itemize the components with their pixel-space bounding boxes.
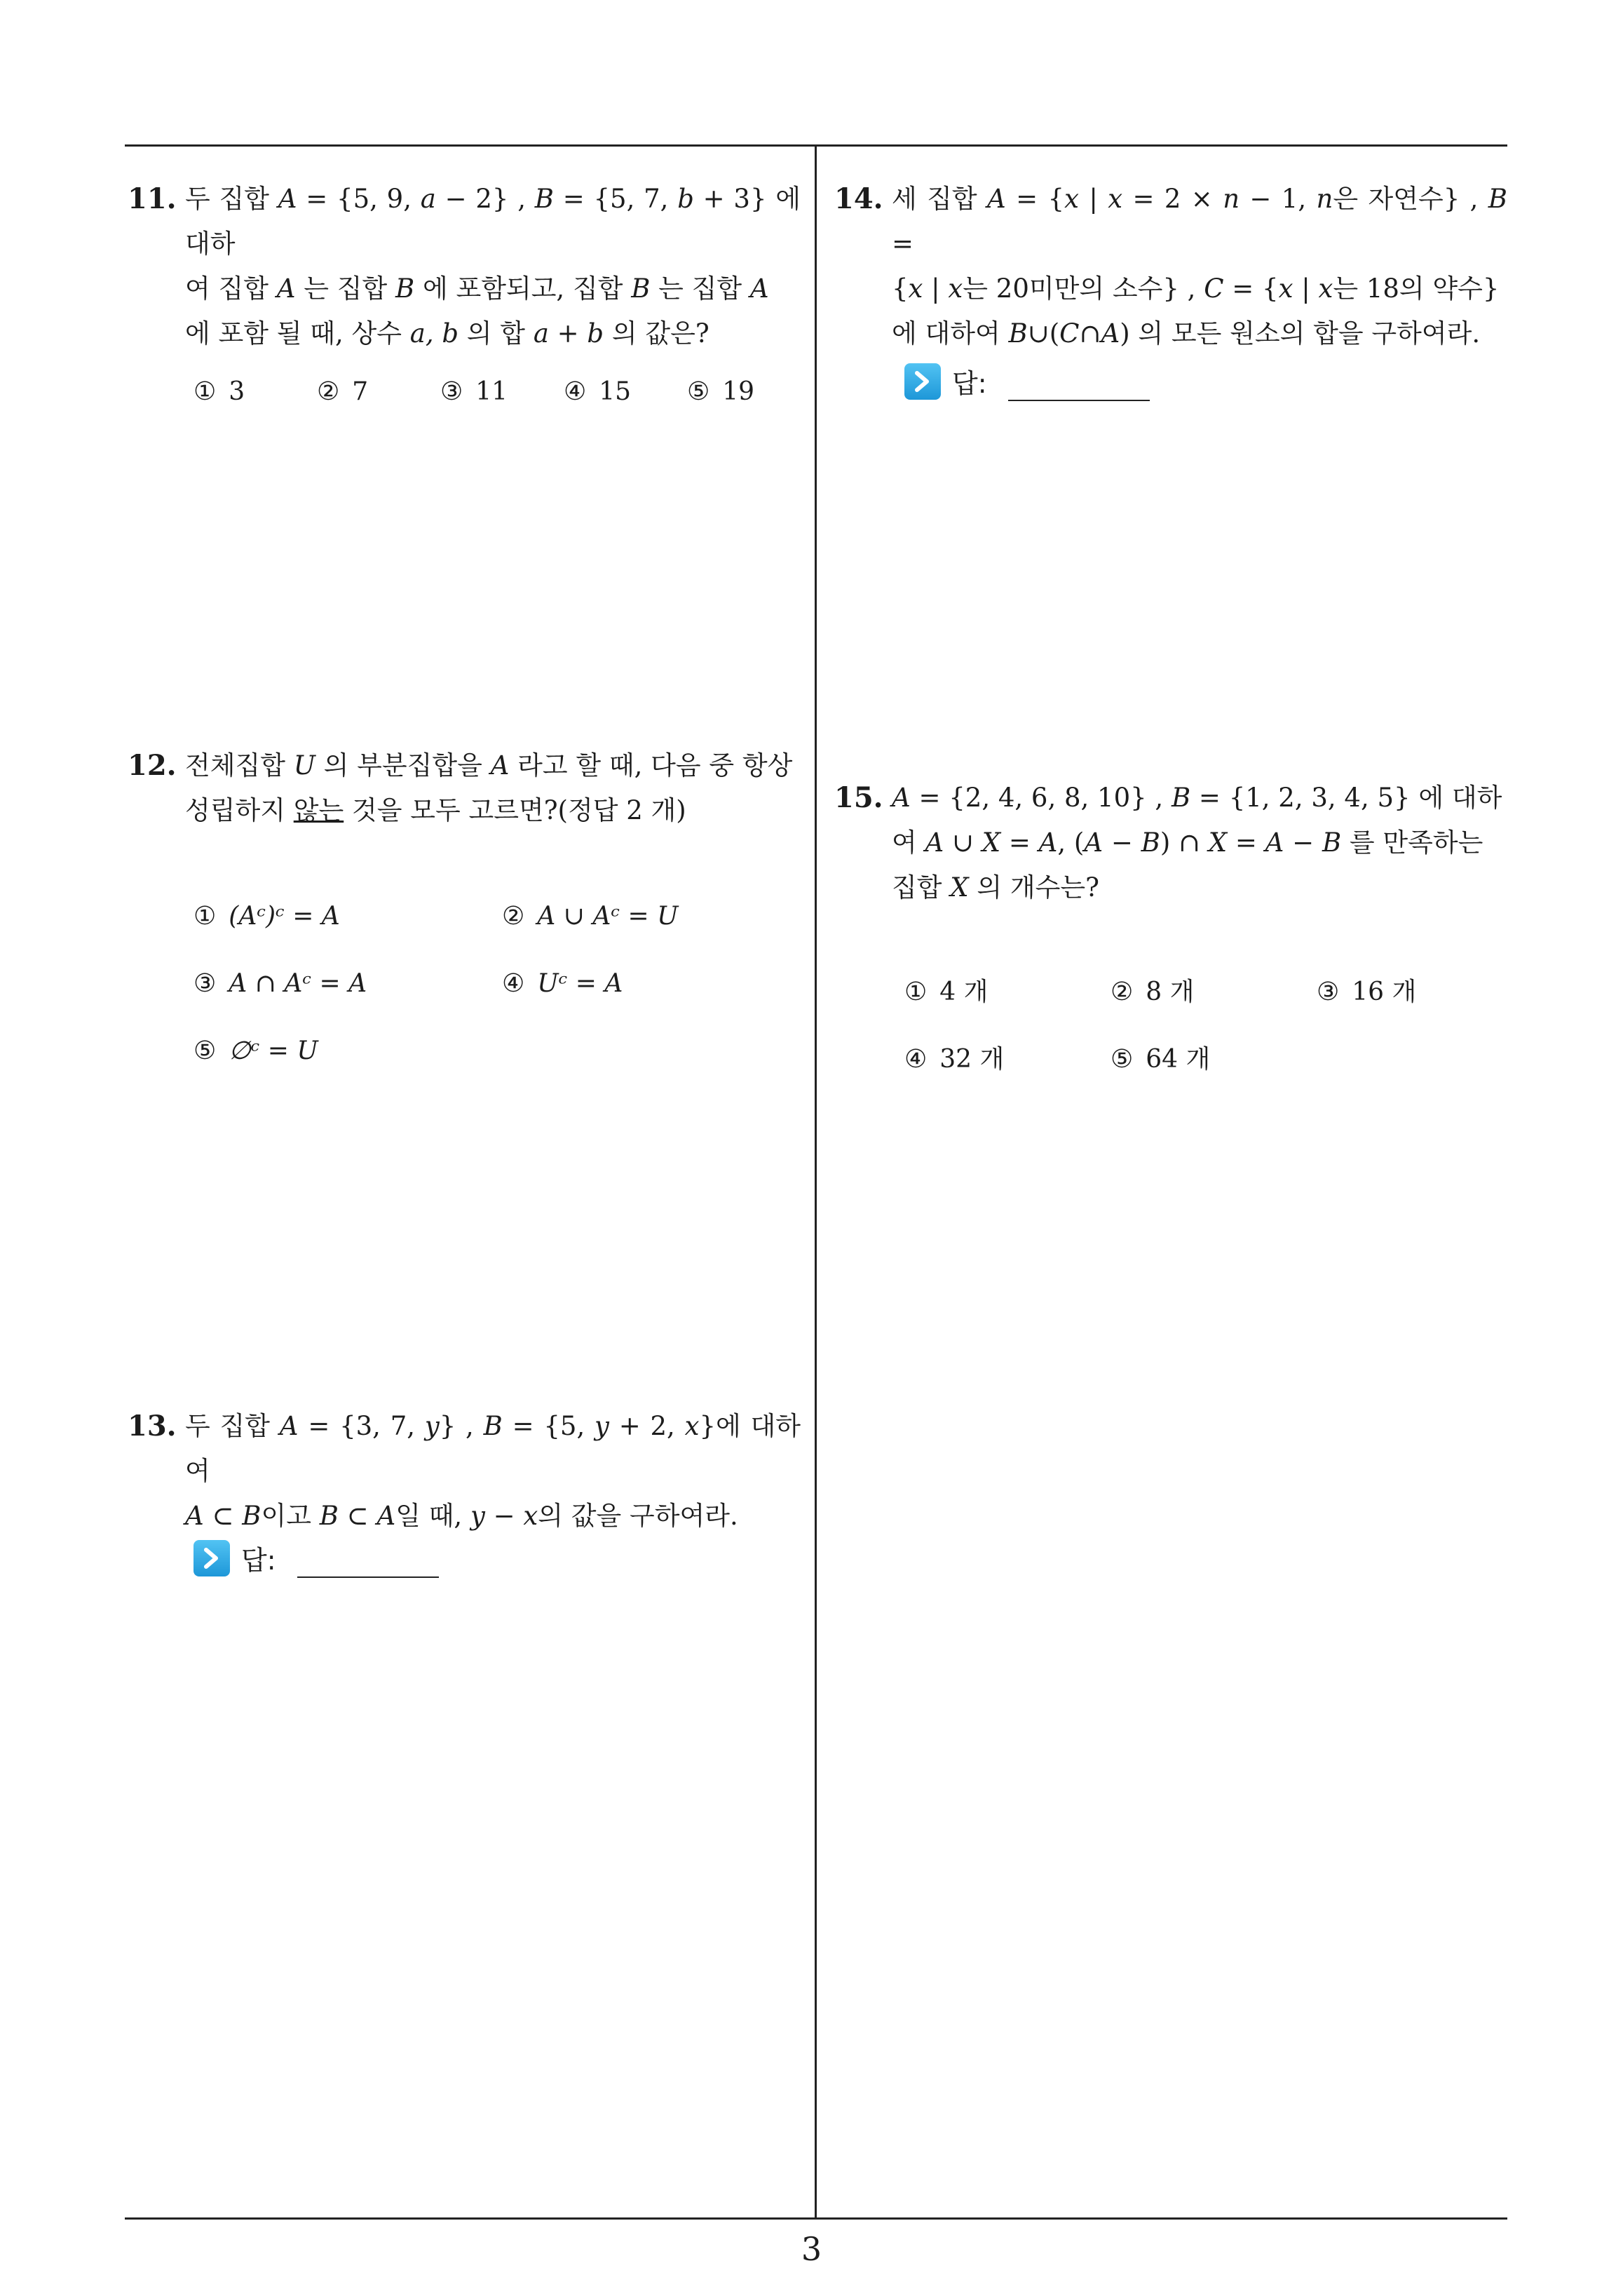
answer-blank[interactable] — [1008, 400, 1150, 401]
answer-label: 답: — [952, 368, 987, 399]
question-line: 전체집합 U 의 부분집합을 A 라고 할 때, 다음 중 항상 — [185, 750, 793, 781]
question-number: 13. — [128, 1410, 177, 1443]
question-line: 에 대하여 B∪(C∩A) 의 모든 원소의 합을 구하여라. — [892, 318, 1481, 349]
option-5[interactable]: ⑤ 64 개 — [1111, 1045, 1211, 1074]
page-number: 3 — [801, 2230, 822, 2268]
option-1[interactable]: ① (Aᶜ)ᶜ = A — [193, 902, 340, 931]
option-3[interactable]: ③ 11 — [440, 377, 508, 406]
question-line: 에 포함 될 때, 상수 a, b 의 합 a + b 의 값은? — [185, 318, 709, 349]
question-line: A = {2, 4, 6, 8, 10} , B = {1, 2, 3, 4, 5} 에 대하 — [892, 783, 1502, 813]
question-11 — [128, 177, 801, 356]
question-text — [185, 177, 801, 356]
question-number: 15. — [834, 781, 883, 814]
q13-answer-field[interactable] — [193, 1540, 446, 1582]
answer-blank[interactable] — [297, 1576, 439, 1578]
q14-answer-field[interactable] — [904, 363, 1157, 405]
question-13 — [128, 1404, 801, 1539]
question-line: 여 집합 A 는 집합 B 에 포함되고, 집합 B 는 집합 A — [185, 274, 769, 304]
question-number: 12. — [128, 749, 177, 782]
question-text — [185, 1404, 801, 1539]
column-divider — [815, 144, 817, 2219]
question-line: {x | x는 20미만의 소수} , C = {x | x는 18의 약수} — [892, 274, 1500, 304]
chevron-right-icon — [904, 363, 941, 400]
question-text — [892, 177, 1507, 356]
question-line: 두 집합 A = {3, 7, y} , B = {5, y + 2, x}에 대하여 — [185, 1411, 801, 1486]
question-line: 세 집합 A = {x | x = 2 × n − 1, n은 자연수} , B = — [892, 184, 1507, 259]
question-12 — [128, 743, 801, 833]
option-1[interactable]: ① 4 개 — [904, 978, 989, 1006]
option-3[interactable]: ③ 16 개 — [1317, 978, 1417, 1006]
option-2[interactable]: ② A ∪ Aᶜ = U — [502, 902, 679, 931]
question-number: 14. — [834, 182, 883, 215]
option-5[interactable]: ⑤ 19 — [687, 377, 755, 406]
question-14 — [834, 177, 1507, 356]
bottom-rule — [125, 2217, 1507, 2220]
question-line: A ⊂ B이고 B ⊂ A일 때, y − x의 값을 구하여라. — [185, 1501, 738, 1531]
option-5[interactable]: ⑤ ∅ᶜ = U — [193, 1036, 318, 1065]
option-3[interactable]: ③ A ∩ Aᶜ = A — [193, 969, 367, 998]
question-text — [185, 743, 801, 833]
question-line: 성립하지 않는 것을 모두 고르면?(정답 2 개) — [185, 795, 686, 825]
question-line: 두 집합 A = {5, 9, a − 2} , B = {5, 7, b + 3} 에 대하 — [185, 184, 801, 259]
question-15 — [834, 776, 1507, 910]
option-2[interactable]: ② 7 — [317, 377, 369, 406]
question-number: 11. — [128, 182, 177, 215]
option-4[interactable]: ④ 32 개 — [904, 1045, 1005, 1074]
option-4[interactable]: ④ Uᶜ = A — [502, 969, 623, 998]
option-2[interactable]: ② 8 개 — [1111, 978, 1195, 1006]
question-text — [892, 776, 1507, 910]
chevron-right-icon — [193, 1540, 230, 1576]
question-line: 집합 X 의 개수는? — [892, 872, 1099, 903]
question-line: 여 A ∪ X = A, (A − B) ∩ X = A − B 를 만족하는 — [892, 828, 1483, 858]
emphasis-underline: 않는 — [293, 795, 344, 825]
option-1[interactable]: ① 3 — [193, 377, 245, 406]
option-4[interactable]: ④ 15 — [564, 377, 632, 406]
answer-label: 답: — [241, 1545, 276, 1576]
